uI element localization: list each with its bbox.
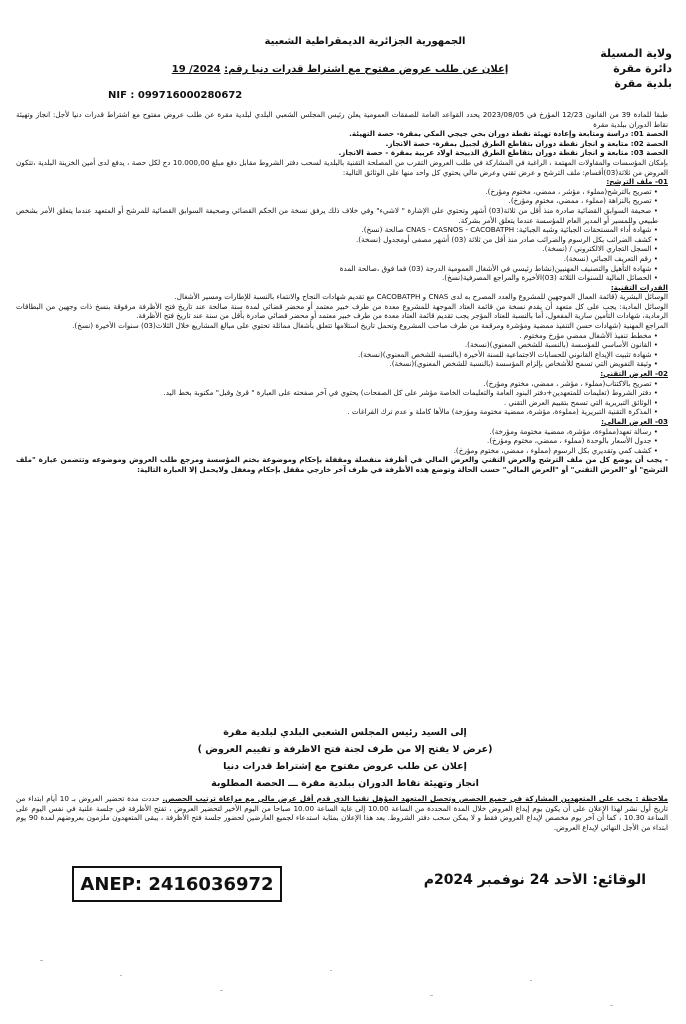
list-item: • تصريح بالنزاهة (مملوء ، ممضي، مختوم ومؤرخ).	[16, 196, 658, 206]
lot-1: الحصة 01: دراسة ومتابعة وإعادة تهيئة نقطة دوران بحي جيجي المكي بمقرة- حصة التهيئة.	[349, 129, 668, 139]
do-not-open-line: (عرض لا يفتح إلا من طرف لجنة فتح الاظرفة و تقييم العروض )	[197, 744, 493, 755]
section-1-title: 01- ملف الترشح:	[606, 177, 668, 187]
note-block	[16, 794, 668, 832]
list-item: • الحصائل المالية للسنوات الثلاثة (03)الأخيرة والمراجع المصرفية(نسخ).	[16, 273, 658, 283]
list-item: • السجل التجاري الالكتروني / (نسخة).	[16, 244, 658, 254]
list-item: • القانون الأساسي للمؤسسة (بالنسبة للشخص المعنوي)(نسخة).	[16, 340, 658, 350]
material-resources-paragraph: الوسائل المادية: يجب على كل متعهد أن يقدم نسخة من قائمة العتاد الموجهة للمشروع معدة من طرف خبير معتمد أو محضر قضائي لمدة سنة صالحة عند تاريخ فتح الأظرفة مرفوقة بنسخ ذات وجهين من البطاقات الرمادية، شهادات التأمين سارية المفعول، أما بالنسبة للعتاد المؤجر يجب تقديم قائمة العتاد معدة من طرف خبير معتمد أو محضر قضائي صادرة بأقل من سنة عند تاريخ فتح الأظرفة.	[16, 301, 668, 321]
section-2-title: القدرات التقنية:	[610, 282, 668, 292]
list-item: • صحيفة السوابق القضائية صادرة منذ أقل من ثلاثة(03) أشهر وتحتوي على الإشارة " لاشيء" وفي خلاف ذلك يرفق نسخة من الحكم القضائي وصحيفة السوابق القضائية للمرشح أو المتعهد عندما يتعلق الأمر بشخص طبيعي وللمسير أو المدير العام للمؤسسة عندما يتعلق الأمر بشركة.	[16, 206, 658, 225]
title-number: 2024/ 19	[171, 64, 221, 75]
list-item: • كشف الضرائب بكل الرسوم والضرائب صادر منذ أقل من ثلاثة (03) أشهر مصفى أومجدول (نسخة).	[16, 235, 658, 245]
list-item: • رقم التعريف الجبائي (نسخة).	[16, 254, 658, 264]
anep-reference: ANEP: 2416036972	[72, 866, 282, 902]
note-text: حددت مدة تحضير العروض بـ 10 أيام ابتداء من تاريخ أول نشر لهذا الإعلان على أن يكون يوم إيداع العروض خلال المدة المحددة من الساعة 10.00 إلى غاية الساعة 10.00 صباحا من اليوم الأخير لتحضير العروض ، تفتح الأظرفة في جلسة علنية في نفس اليوم على الساعة 10.30 ، كما أن آخر يوم مخصص لإيداع العروض فقط و لا يمكن سحب دفتر الشروط. يعد هذا الإعلان بمثابة استدعاء لجميع العارضين لحضور جلسة فتح الأظرفة ، يبقى المتعهدون ملزمون بعروضهم لمدة 90 يوم ابتداء من الأجل النهائي لإيداع العروض.	[16, 794, 668, 832]
lot-3: الحصة 03: متابعة و انجاز نقطة دوران بتقاطع الطرق الذبيحة اولاد عربية بمقرة - حصة الانجاز.	[338, 148, 668, 158]
baladia-label: بلدية مقرة	[614, 77, 672, 90]
list-item: • جدول الأسعار بالوحدة (مملوء ، ممضي، مختوم ومؤرخ).	[16, 436, 658, 446]
note-label: ملاحظة : يجب على المتعهدين المشاركة في جميع الحصص وتحصل المتعهد المؤهل تقنيا الذي قدم أقل عرض مالي مع مراعاة ترتيب الحصص.	[162, 794, 668, 803]
scan-noise	[0, 900, 686, 1024]
section-2-list	[16, 331, 668, 369]
list-item: • وثيقة التفويض التي تسمح للأشخاص بإلزام المؤسسة (بالنسبة للشخص المعنوي)(نسخة).	[16, 359, 658, 369]
section-4-title: 03- العرض المالي:	[601, 417, 668, 426]
announcement-title	[120, 64, 560, 75]
list-item: • تصريح بالاكتتاب(مملوء ، مؤشر ، ممضي، مختوم ومؤرخ).	[16, 379, 658, 389]
eligibility-paragraph: بإمكان المؤسسات والمقاولات المهتمة ، الراغبة في المشاركة في طلب العروض التقرب من المصلحة التقنية بالبلدية لسحب دفتر الشروط مقابل دفع مبلغ 10.000,00 دج لكل حصة ، يدفع لدى أمين الخزينة البلدية ،تتكون العروض من ثلاثة(03)أقسام: ملف الترشح و عرض تقني وعرض مالي يحتوي كل واحد منها على الوثائق التالية:	[16, 157, 668, 177]
list-item: • الوثائق التبريرية التي تسمح بتقييم العرض التقني .	[16, 398, 658, 408]
list-item: • شهادة التأهيل والتصنيف المهنيين(نشاط رئيسي في الأشغال العمومية الدرجة (03) فما فوق ،صالحة المدة	[16, 264, 658, 274]
wilaya-label: ولاية المسيلة	[600, 47, 672, 60]
list-item: • دفتر الشروط (تعليمات للمتعهدين+دفتر البنود العامة والتعليمات الخاصة مؤشر على كل الصفحات) يحتوي في آخر صفحته على العبارة " قرئ وقبل" مكتوبة بخط اليد.	[16, 388, 658, 398]
references-paragraph: المراجع المهنية (شهادات حسن التنفيذ ممضية ومؤشرة ومرقمة من طرف صاحب المشروع وتحمل تاريخ استلامها تتعلق بأشغال مماثلة تحتوي على مبالغ المشاريع خلال الثلاث(03) سنوات الأخيرة (نسخ).	[72, 321, 668, 331]
section-1-list	[16, 187, 668, 283]
daira-label: دائرة مقرة	[613, 62, 672, 75]
human-resources-paragraph: الوسائل البشرية (قائمة العمال الموجهين للمشروع والعدد المصرح به لدى CNAS و CACOBATPH مع تقديم شهادات النجاح والانتماء بالنسبة للإطارات ومسير الأشغال.	[174, 292, 668, 302]
list-item: • كشف كمي وتقديري بكل الرسوم (مملوء ، ممضي، مختوم ومؤرخ).	[16, 446, 658, 456]
list-item: • رسالة تعهد(مملوءة، مؤشرة، ممضية مختومة ومؤرخة).	[16, 427, 658, 437]
issuer-block	[600, 46, 672, 91]
list-item: • تصريح بالترشح(مملوء ، مؤشر ، ممضي، مختوم ومؤرخ).	[16, 187, 658, 197]
lot-2: الحصة 02: متابعة و انجاز نقطة دوران بتقاطع الطرق لجبيل بمقرة- حصة الانجاز.	[385, 138, 668, 148]
list-item: • شهادة أداء المستحقات الجبائية وشبه الجبائية: CNAS - CASNOS - CACOBATPH صالحة (نسخ).	[16, 225, 658, 235]
list-item: • مخطط تنفيذ الأشغال ممضي مؤرخ ومختوم .	[16, 331, 658, 341]
section-4-list	[16, 427, 668, 456]
republic-heading: الجمهورية الجزائرية الديمقراطية الشعبية	[264, 36, 466, 47]
list-item: • شهادة تثبيت الإيداع القانوني للحسابات الاجتماعية للسنة الأخيرة (بالنسبة للشخص المعنوي)(نسخة).	[16, 350, 658, 360]
tender-line: إعلان عن طلب عروض مفتوح مع إشتراط قدرات دنيا	[223, 761, 467, 772]
list-item: • المذكرة التقنية التبريرية (مملوءة، مؤشرة، ممضية مختومة ومؤرخة) مالأها كاملة و عدم ترك الفراغات .	[16, 407, 658, 417]
section-3-list	[16, 379, 668, 417]
section-3-title: 02- العرض التقني:	[600, 369, 668, 379]
envelope-instructions: - يجب أن يوضع كل من ملف الترشح والعرض التقني والعرض المالي في أظرفة منفصلة ومقفلة بإحكام وموضوعة بختم المؤسسة ومرجع طلب العروض وموضوعه وتتضمن عبارة "ملف الترشح" أو "العرض التقني" أو "العرض المالي" حسب الحالة وتوضع هذه الأظرفة في ظرف آخر خارجي مقفل بإحكام ومغفل ولايحمل إلا العبارة التالية:	[16, 455, 668, 474]
title-text: إعلان عن طلب عروض مفتوح مع اشتراط قدرات دنيا رقم:	[224, 64, 509, 75]
project-line: انجاز وتهيئة نقاط الدوران ببلدية مقرة ـــ الحصة المطلوبة	[211, 778, 479, 789]
intro-paragraph: طبقا للمادة 39 من القانون 12/23 المؤرخ في 2023/08/05 يحدد القواعد العامة للصفقات العمومية يعلن رئيس المجلس الشعبي البلدي لبلدية مقرة عن طلب عروض مفتوح مع اشتراط قدرات دنيا لأجل: انجاز وتهيئة نقاط الدوران ببلدية مقرة	[16, 110, 668, 129]
signature-date: الوقائع: الأحد 24 نوفمبر 2024م	[423, 872, 646, 888]
announcement-body	[16, 110, 668, 475]
nif-number: NIF : 099716000280672	[108, 90, 243, 101]
addressee-line: إلى السيد رئيس المجلس الشعبي البلدي لبلدية مقرة	[223, 727, 467, 738]
envelope-label-block	[150, 724, 540, 792]
